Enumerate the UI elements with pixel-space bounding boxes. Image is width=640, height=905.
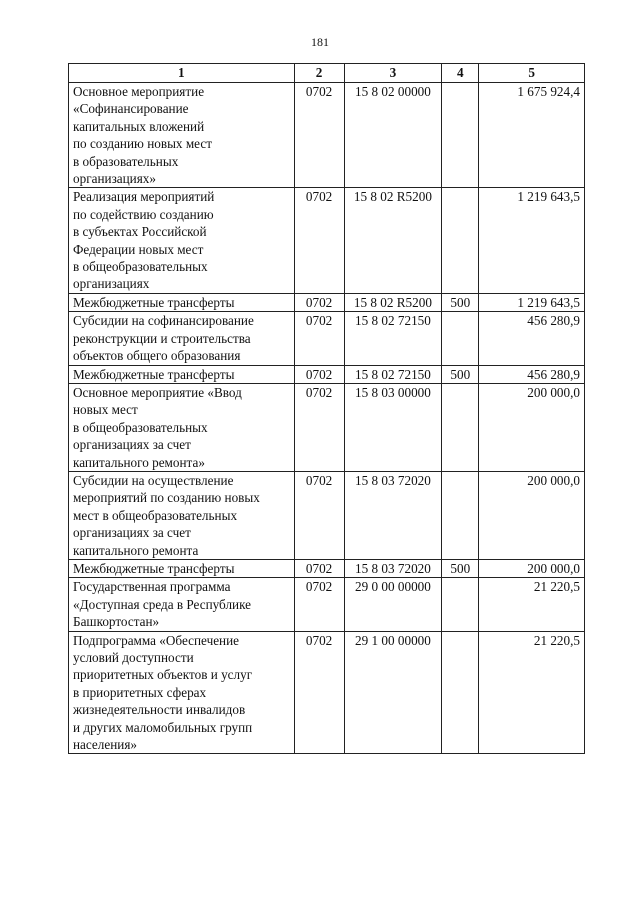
row-expense-type: 500 [442, 293, 479, 311]
table-header-row [69, 64, 585, 83]
row-name: Межбюджетные трансферты [69, 365, 295, 383]
row-name: Межбюджетные трансферты [69, 293, 295, 311]
column-header-2: 2 [294, 64, 344, 83]
table-row [69, 365, 585, 383]
table-row [69, 83, 585, 188]
table-row [69, 559, 585, 577]
row-expense-type [442, 471, 479, 559]
row-expense-type: 500 [442, 365, 479, 383]
row-section-code: 0702 [294, 293, 344, 311]
row-amount: 1 675 924,4 [479, 83, 585, 188]
row-target-code: 15 8 02 72150 [344, 312, 442, 365]
row-name: Межбюджетные трансферты [69, 559, 295, 577]
column-header-5: 5 [479, 64, 585, 83]
row-target-code: 15 8 02 72150 [344, 365, 442, 383]
row-name: Реализация мероприятий по содействию созданию в субъектах Российской Федерации новых мест в общеобразовательных организациях [69, 188, 295, 293]
row-name: Подпрограмма «Обеспечение условий доступности приоритетных объектов и услуг в приоритетных сферах жизнедеятельности инвалидов и других маломобильных групп населения» [69, 631, 295, 754]
row-target-code: 29 1 00 00000 [344, 631, 442, 754]
row-name: Основное мероприятие «Ввод новых мест в общеобразовательных организациях за счет капитального ремонта» [69, 383, 295, 471]
budget-table [68, 63, 585, 754]
row-expense-type [442, 83, 479, 188]
row-expense-type [442, 312, 479, 365]
row-target-code: 15 8 02 00000 [344, 83, 442, 188]
row-section-code: 0702 [294, 559, 344, 577]
row-expense-type [442, 383, 479, 471]
row-section-code: 0702 [294, 578, 344, 631]
row-amount: 200 000,0 [479, 471, 585, 559]
table-row [69, 188, 585, 293]
row-name: Субсидии на осуществление мероприятий по созданию новых мест в общеобразовательных организациях за счет капитального ремонта [69, 471, 295, 559]
table-row [69, 578, 585, 631]
row-expense-type [442, 188, 479, 293]
row-target-code: 15 8 03 72020 [344, 471, 442, 559]
row-target-code: 29 0 00 00000 [344, 578, 442, 631]
row-amount: 200 000,0 [479, 559, 585, 577]
table-row [69, 312, 585, 365]
column-header-1: 1 [69, 64, 295, 83]
row-section-code: 0702 [294, 188, 344, 293]
row-amount: 1 219 643,5 [479, 188, 585, 293]
row-target-code: 15 8 03 00000 [344, 383, 442, 471]
row-name: Основное мероприятие «Софинансирование капитальных вложений по созданию новых мест в образовательных организациях» [69, 83, 295, 188]
row-section-code: 0702 [294, 383, 344, 471]
row-amount: 456 280,9 [479, 312, 585, 365]
row-amount: 21 220,5 [479, 631, 585, 754]
row-target-code: 15 8 02 R5200 [344, 188, 442, 293]
row-section-code: 0702 [294, 471, 344, 559]
table-row [69, 631, 585, 754]
row-name: Государственная программа «Доступная среда в Республике Башкортостан» [69, 578, 295, 631]
row-section-code: 0702 [294, 365, 344, 383]
table-row [69, 471, 585, 559]
row-section-code: 0702 [294, 83, 344, 188]
row-amount: 200 000,0 [479, 383, 585, 471]
column-header-4: 4 [442, 64, 479, 83]
row-amount: 21 220,5 [479, 578, 585, 631]
row-target-code: 15 8 02 R5200 [344, 293, 442, 311]
row-amount: 1 219 643,5 [479, 293, 585, 311]
row-section-code: 0702 [294, 312, 344, 365]
row-amount: 456 280,9 [479, 365, 585, 383]
table-row [69, 293, 585, 311]
page-number: 181 [311, 35, 329, 49]
row-name: Субсидии на софинансирование реконструкции и строительства объектов общего образования [69, 312, 295, 365]
table-row [69, 383, 585, 471]
row-expense-type: 500 [442, 559, 479, 577]
row-target-code: 15 8 03 72020 [344, 559, 442, 577]
row-expense-type [442, 631, 479, 754]
row-expense-type [442, 578, 479, 631]
column-header-3: 3 [344, 64, 442, 83]
row-section-code: 0702 [294, 631, 344, 754]
